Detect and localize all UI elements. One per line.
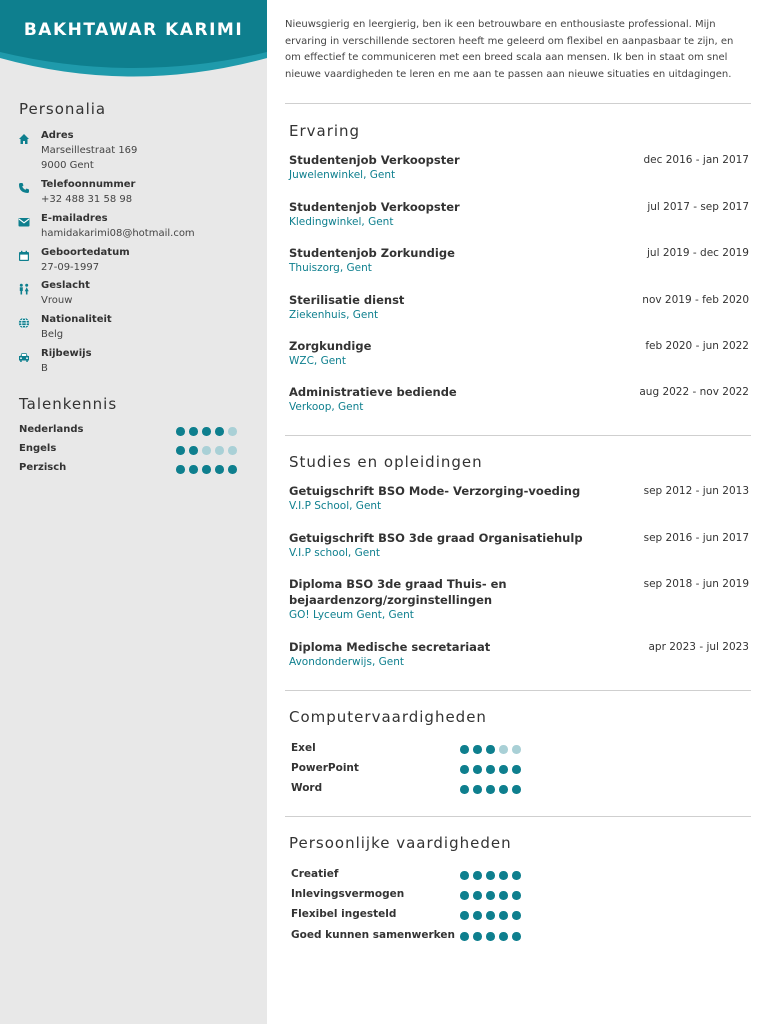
rating-dot-filled (512, 871, 521, 880)
entry-date: jul 2019 - dec 2019 (647, 247, 749, 259)
rating-dot-filled (473, 785, 482, 794)
nationality-value: Belg (41, 329, 64, 340)
entry-place: Ziekenhuis, Gent (289, 309, 379, 321)
entry-date: feb 2020 - jun 2022 (645, 340, 749, 352)
intro-text: Nieuwsgierig en leergierig, ben ik een betrouwbare en enthousiaste professional. Mijn ervaring in verschillende sectoren heeft me geleerd om flexibel en aanpasbaar te zijn, en om effectief te communiceren met een breed scala aan mensen. Ik ben in staat om snel nieuwe vaardigheden te leren en me aan te passen aan nieuwe situaties en uitdagingen. (285, 19, 734, 81)
rating-dots (460, 745, 521, 754)
license-label: Rijbewijs (41, 348, 92, 359)
rating-dot-empty (215, 446, 224, 455)
rating-dot-empty (202, 446, 211, 455)
rating-dot-filled (189, 465, 198, 474)
languages-title: Talenkennis (19, 395, 118, 413)
header-banner (0, 0, 267, 82)
rating-dot-filled (460, 932, 469, 941)
rating-dot-filled (202, 465, 211, 474)
education-title: Studies en opleidingen (289, 453, 483, 471)
rating-dot-filled (473, 932, 482, 941)
nationality-label: Nationaliteit (41, 314, 112, 325)
rating-dot-filled (473, 891, 482, 900)
rating-dot-filled (473, 765, 482, 774)
language-name: Engels (19, 443, 57, 454)
skill-name: Inlevingsvermogen (291, 888, 405, 900)
rating-dot-filled (176, 465, 185, 474)
entry-title: Studentenjob Zorkundige (289, 246, 455, 260)
rating-dots (176, 446, 237, 455)
entry-title: Sterilisatie dienst (289, 293, 405, 307)
rating-dots (460, 932, 521, 941)
rating-dot-filled (499, 765, 508, 774)
entry-title: Administratieve bediende (289, 385, 457, 399)
entry-date: jul 2017 - sep 2017 (647, 201, 749, 213)
experience-entry (289, 338, 749, 369)
rating-dots (460, 911, 521, 920)
rating-dot-empty (228, 446, 237, 455)
entry-date: sep 2012 - jun 2013 (643, 485, 749, 497)
birthdate-label: Geboortedatum (41, 247, 130, 258)
computer-skills-title: Computervaardigheden (289, 708, 487, 726)
skill-row (291, 742, 531, 756)
entry-place: WZC, Gent (289, 355, 346, 367)
calendar-icon (18, 247, 30, 259)
address-label: Adres (41, 130, 74, 141)
entry-place: Juwelenwinkel, Gent (289, 169, 396, 181)
rating-dot-filled (512, 785, 521, 794)
entry-title: Studentenjob Verkoopster (289, 200, 460, 214)
experience-entry (289, 292, 749, 323)
entry-title: Getuigschrift BSO 3de graad Organisatiehulp (289, 531, 583, 545)
rating-dot-filled (189, 446, 198, 455)
rating-dot-filled (486, 745, 495, 754)
entry-title: Getuigschrift BSO Mode- Verzorging-voeding (289, 484, 581, 498)
entry-date: sep 2018 - jun 2019 (643, 578, 749, 590)
language-name: Nederlands (19, 424, 84, 435)
name-header (0, 0, 267, 82)
rating-dots (460, 891, 521, 900)
education-entry (289, 530, 749, 561)
entry-place: Kledingwinkel, Gent (289, 216, 394, 228)
rating-dot-filled (176, 446, 185, 455)
rating-dot-empty (512, 745, 521, 754)
rating-dots (460, 765, 521, 774)
skill-name: Word (291, 782, 323, 794)
entry-date: dec 2016 - jan 2017 (643, 154, 749, 166)
rating-dot-filled (499, 932, 508, 941)
phone-icon (18, 179, 30, 191)
rating-dot-filled (460, 745, 469, 754)
mail-icon (18, 213, 30, 225)
rating-dot-filled (202, 427, 211, 436)
education-entry (289, 483, 749, 514)
rating-dot-filled (486, 871, 495, 880)
entry-title: Diploma BSO 3de graad Thuis- en bejaardenzorg/zorginstellingen (289, 577, 507, 607)
entry-date: aug 2022 - nov 2022 (639, 386, 749, 398)
divider (285, 103, 751, 104)
rating-dot-filled (499, 785, 508, 794)
skill-name: Goed kunnen samenwerken (291, 929, 455, 941)
rating-dot-filled (215, 465, 224, 474)
gender-label: Geslacht (41, 280, 90, 291)
experience-entry (289, 245, 749, 276)
phone-value: +32 488 31 58 98 (41, 194, 133, 205)
rating-dot-filled (460, 765, 469, 774)
globe-icon (18, 314, 30, 326)
email-value: hamidakarimi08@hotmail.com (41, 228, 195, 239)
rating-dot-filled (176, 427, 185, 436)
rating-dot-filled (215, 427, 224, 436)
entry-date: nov 2019 - feb 2020 (642, 294, 749, 306)
rating-dots (460, 785, 521, 794)
entry-place: Avondonderwijs, Gent (289, 656, 404, 668)
gender-icon (18, 280, 30, 292)
divider (285, 816, 751, 817)
education-entry (289, 576, 749, 623)
rating-dot-filled (486, 785, 495, 794)
experience-entry (289, 384, 749, 415)
rating-dot-filled (499, 871, 508, 880)
rating-dot-filled (512, 911, 521, 920)
language-name: Perzisch (19, 462, 67, 473)
rating-dot-empty (228, 427, 237, 436)
skill-name: Creatief (291, 868, 339, 880)
entry-place: Verkoop, Gent (289, 401, 364, 413)
divider (285, 690, 751, 691)
skill-row (291, 929, 531, 943)
skill-row (291, 762, 531, 776)
entry-title: Diploma Medische secretariaat (289, 640, 491, 654)
rating-dot-filled (460, 871, 469, 880)
rating-dot-filled (228, 465, 237, 474)
skill-name: Exel (291, 742, 316, 754)
rating-dot-empty (499, 745, 508, 754)
entry-place: V.I.P School, Gent (289, 500, 382, 512)
entry-date: sep 2016 - jun 2017 (643, 532, 749, 544)
education-entry (289, 639, 749, 670)
license-value: B (41, 363, 48, 374)
entry-title: Zorgkundige (289, 339, 372, 353)
rating-dot-filled (460, 911, 469, 920)
rating-dot-filled (473, 745, 482, 754)
experience-entry (289, 152, 749, 183)
language-row (19, 443, 249, 457)
rating-dot-filled (486, 891, 495, 900)
gender-value: Vrouw (41, 295, 73, 306)
address-line-1: Marseillestraat 169 (41, 145, 138, 156)
language-row (19, 462, 249, 476)
birthdate-value: 27-09-1997 (41, 262, 100, 273)
rating-dot-filled (473, 871, 482, 880)
skill-name: Flexibel ingesteld (291, 908, 397, 920)
rating-dots (176, 427, 237, 436)
rating-dot-filled (512, 765, 521, 774)
rating-dot-filled (473, 911, 482, 920)
rating-dot-filled (486, 932, 495, 941)
entry-place: V.I.P school, Gent (289, 547, 380, 559)
skill-row (291, 908, 531, 922)
experience-title: Ervaring (289, 122, 361, 140)
phone-label: Telefoonnummer (41, 179, 136, 190)
divider (285, 435, 751, 436)
email-label: E-mailadres (41, 213, 108, 224)
rating-dot-filled (512, 891, 521, 900)
rating-dot-filled (512, 932, 521, 941)
language-row (19, 424, 249, 438)
entry-title: Studentenjob Verkoopster (289, 153, 460, 167)
rating-dot-filled (499, 891, 508, 900)
rating-dots (460, 871, 521, 880)
personalia-title: Personalia (19, 100, 107, 118)
address-line-2: 9000 Gent (41, 160, 94, 171)
person-name: BAKHTAWAR KARIMI (23, 20, 244, 40)
skill-name: PowerPoint (291, 762, 359, 774)
car-icon (18, 348, 30, 360)
experience-entry (289, 199, 749, 230)
rating-dot-filled (499, 911, 508, 920)
rating-dot-filled (460, 891, 469, 900)
entry-place: Thuiszorg, Gent (289, 262, 372, 274)
skill-row (291, 868, 531, 882)
rating-dot-filled (486, 765, 495, 774)
personal-skills-title: Persoonlijke vaardigheden (289, 834, 512, 852)
rating-dot-filled (460, 785, 469, 794)
home-icon (18, 130, 30, 142)
rating-dot-filled (189, 427, 198, 436)
entry-date: apr 2023 - jul 2023 (648, 641, 749, 653)
rating-dots (176, 465, 237, 474)
skill-row (291, 888, 531, 902)
entry-place: GO! Lyceum Gent, Gent (289, 609, 414, 621)
skill-row (291, 782, 531, 796)
rating-dot-filled (486, 911, 495, 920)
